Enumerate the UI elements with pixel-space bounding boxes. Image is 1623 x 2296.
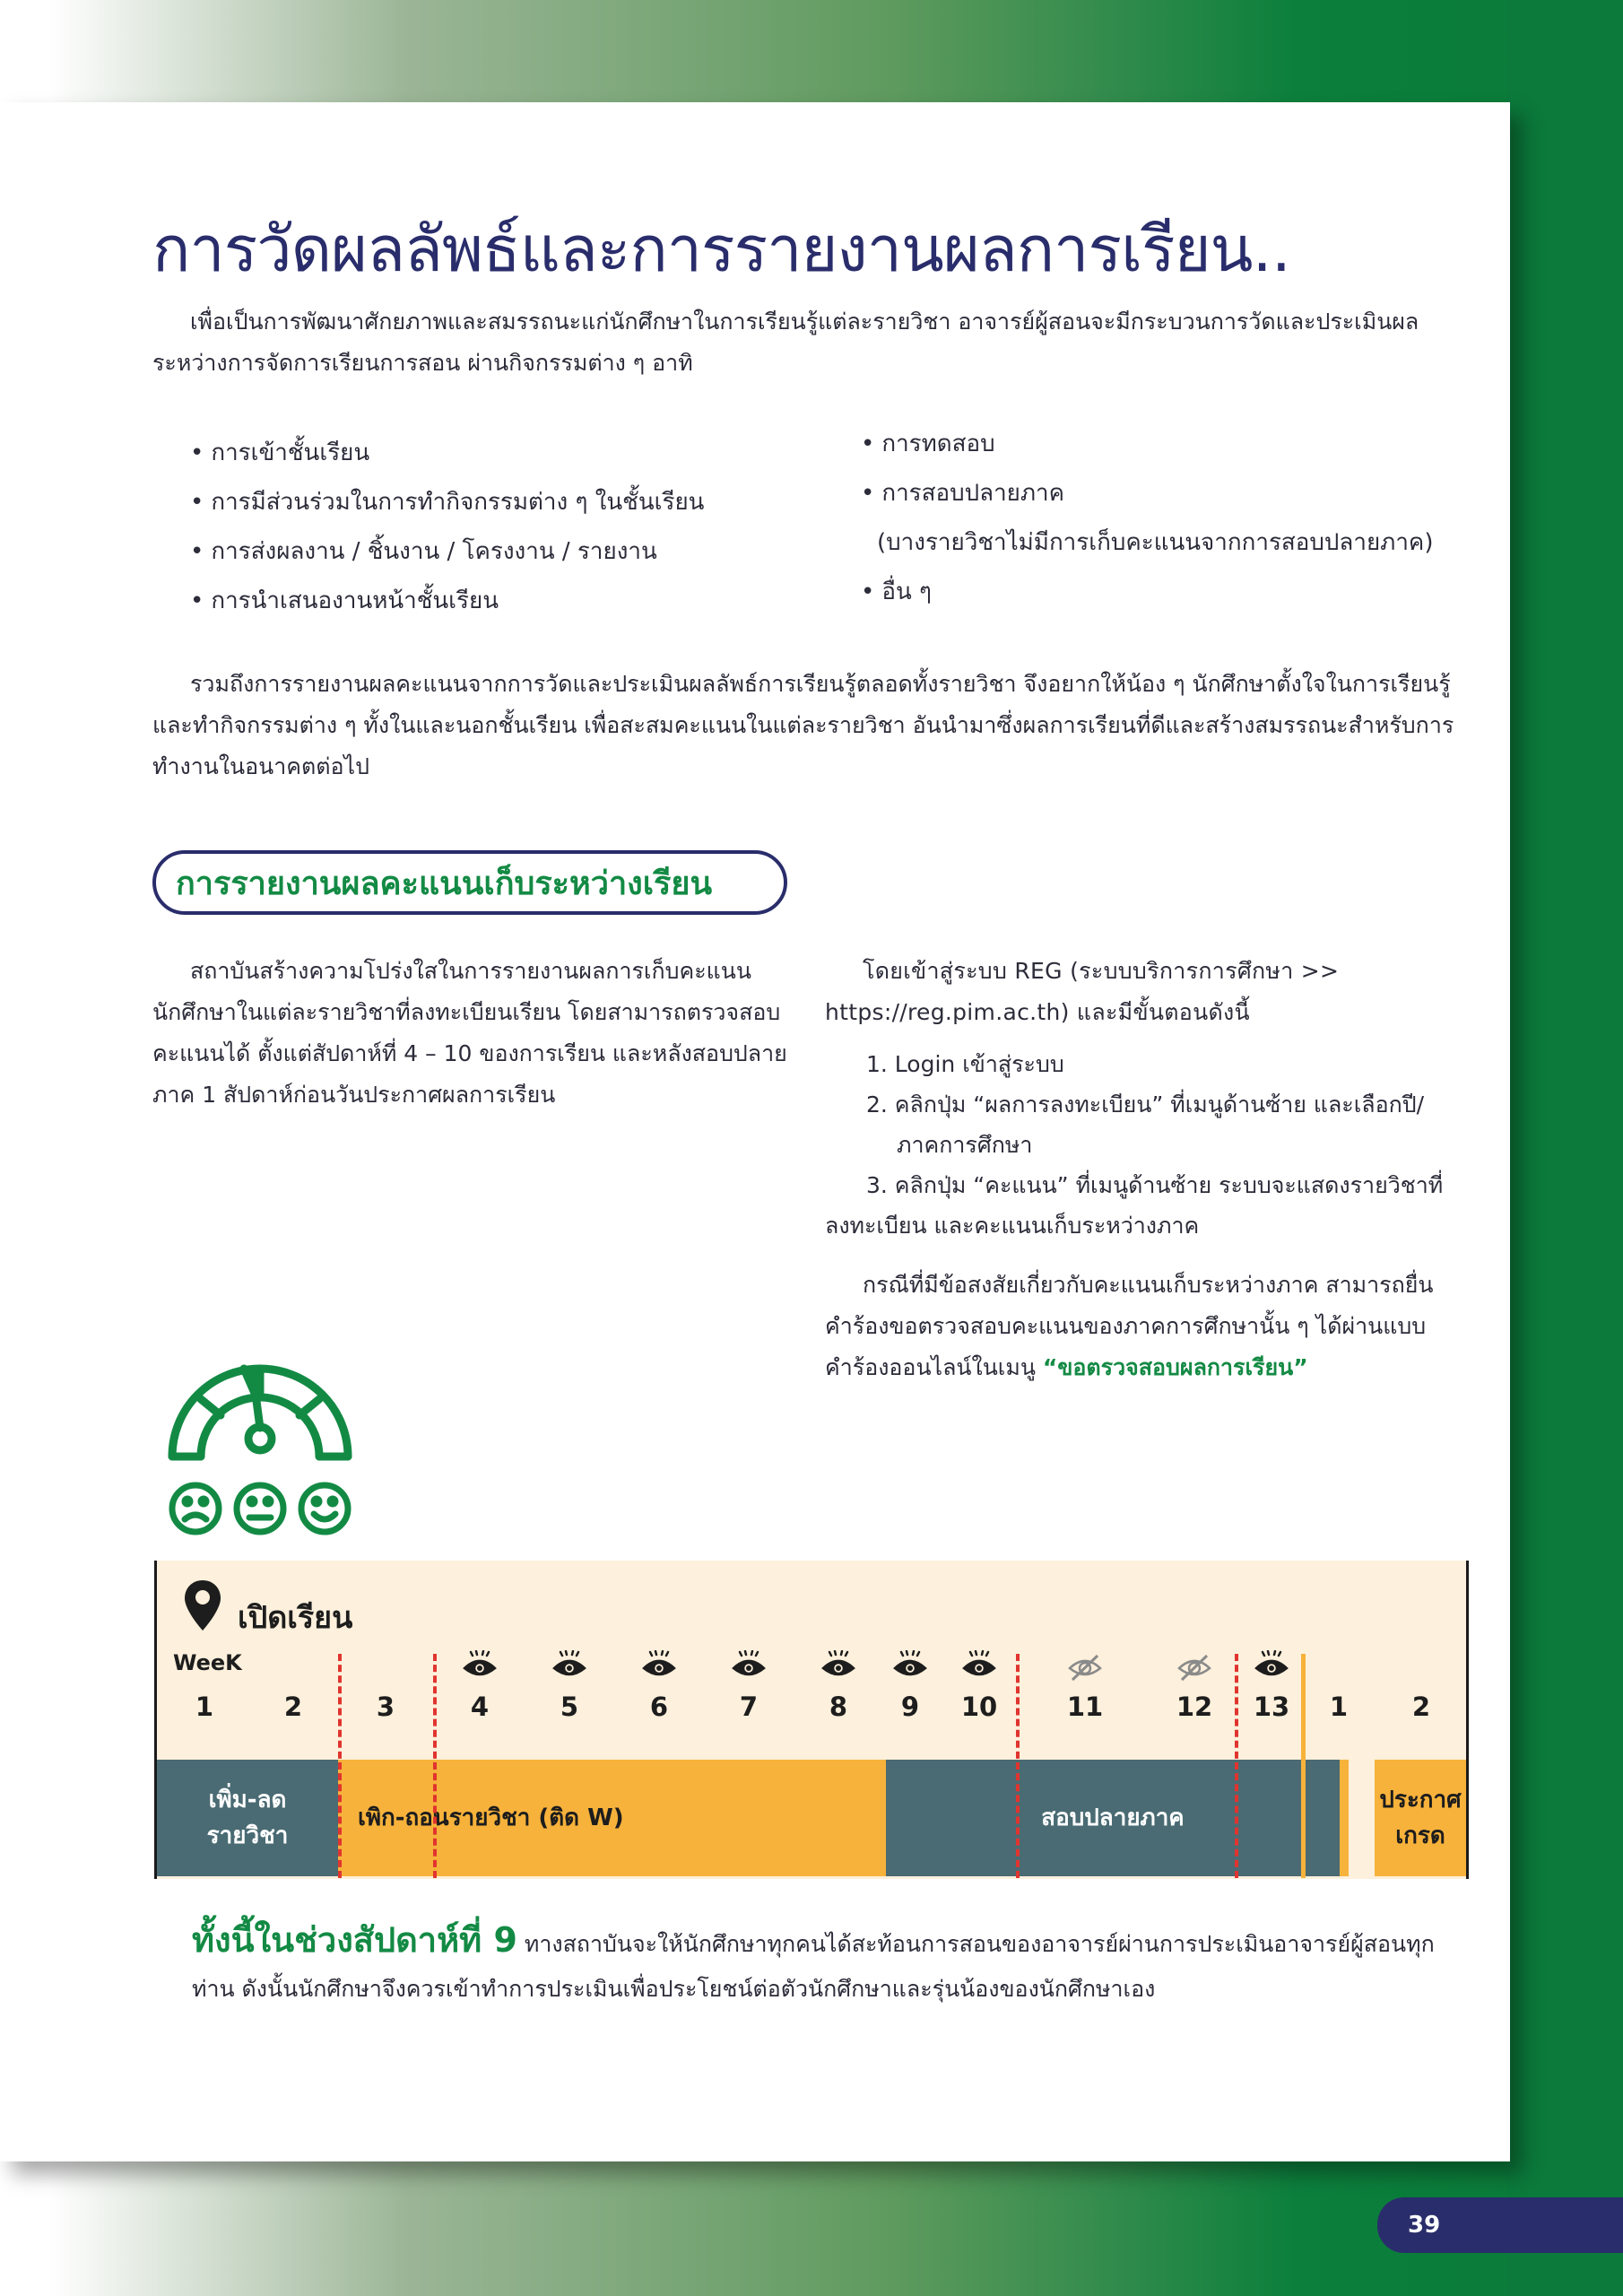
eye-icon xyxy=(641,1650,677,1683)
dashed-marker xyxy=(1235,1654,1238,1878)
page-sheet xyxy=(0,102,1510,2161)
step-item: 2. คลิกปุ่ม “ผลการลงทะเบียน” ที่เมนูด้านซ้าย และเลือกปี/ ภาคการศึกษา xyxy=(866,1091,1425,1158)
activities-list-left xyxy=(190,429,704,626)
eye-icon xyxy=(961,1650,997,1683)
segment-add-drop: เพิ่ม-ลด รายวิชา xyxy=(157,1760,338,1876)
summary-paragraph: รวมถึงการรายงานผลคะแนนจากการวัดและประเมินผลลัพธ์การเรียนรู้ตลอดทั้งรายวิชา จึงอยากให้น้อง ๆ นักศึกษาตั้งใจในการเรียนรู้และทำกิจกรรมต่าง ๆ ทั้งในและนอกชั้นเรียน เพื่อสะสมคะแนนในแต่ละรายวิชา อันนำมาซึ่งผลการเรียนที่ดีและสร้างสมรรถนะสำหรับการทำงานในอนาคตต่อไป xyxy=(152,671,1454,779)
semester-end-line xyxy=(1301,1654,1306,1878)
week-number: 1 xyxy=(1329,1692,1349,1722)
week-number: 7 xyxy=(739,1692,759,1722)
week-label: WeeK xyxy=(173,1650,242,1675)
week-number: 6 xyxy=(649,1692,669,1722)
list-item-note: (บางรายวิชาไม่มีการเก็บคะแนนจากการสอบปลายภาค) xyxy=(877,529,1434,556)
segment-divider xyxy=(1340,1760,1349,1876)
segment-withdraw: เพิก-ถอนรายวิชา (ติด W) xyxy=(338,1760,886,1876)
semester-timeline xyxy=(154,1561,1469,1879)
step-item: 3. คลิกปุ่ม “คะแนน” ที่เมนูด้านซ้าย ระบบจะแสดงรายวิชาที่ลงทะเบียน และคะแนนเก็บระหว่างภาค xyxy=(825,1172,1444,1239)
eye-icon xyxy=(892,1650,928,1683)
gauge-icon xyxy=(161,1356,359,1535)
segment-final-exam: สอบปลายภาค xyxy=(886,1760,1340,1876)
week-number: 4 xyxy=(470,1692,490,1722)
week-number: 10 xyxy=(960,1692,998,1722)
list-item: • อื่น ๆ xyxy=(861,578,932,605)
segment-grade: ประกาศ เกรด xyxy=(1375,1760,1466,1876)
eye-slash-icon xyxy=(1176,1650,1212,1683)
steps-list xyxy=(825,1044,1467,1246)
map-pin-icon xyxy=(182,1578,223,1632)
week-number: 3 xyxy=(376,1692,395,1722)
section-heading: การรายงานผลคะแนนเก็บระหว่างเรียน xyxy=(152,850,787,915)
eye-icon xyxy=(820,1650,856,1683)
eye-icon xyxy=(551,1650,587,1683)
evaluation-note: ทั้งนี้ในช่วงสัปดาห์ที่ 9 ทางสถาบันจะให้นักศึกษาทุกคนได้สะท้อนการสอนของอาจารย์ผ่านการประเมินอาจารย์ผู้สอนทุกท่าน ดังนั้นนักศึกษาจึงควรเข้าทำการประเมินเพื่อประโยชน์ต่อตัวนักศึกษาและรุ่นน้องของนักศึกษาเอง xyxy=(192,1920,1435,2002)
page-title: การวัดผลลัพธ์และการรายงานผลการเรียน.. xyxy=(152,213,1290,286)
eye-icon xyxy=(731,1650,767,1683)
activities-list-right xyxy=(861,420,1433,617)
page-number-badge: 39 xyxy=(1377,2197,1623,2253)
eye-slash-icon xyxy=(1067,1650,1103,1683)
list-item: • การทดสอบ xyxy=(861,430,995,457)
week-number: 13 xyxy=(1253,1692,1290,1722)
week-number: 5 xyxy=(560,1692,579,1722)
week-number: 8 xyxy=(829,1692,848,1722)
timeline-heading: เปิดเรียน xyxy=(238,1600,353,1636)
week-number: 2 xyxy=(283,1692,303,1722)
intro-paragraph: เพื่อเป็นการพัฒนาศักยภาพและสมรรถนะแก่นักศึกษาในการเรียนรู้แต่ละรายวิชา อาจารย์ผู้สอนจะมีกระบวนการวัดและประเมินผล ระหว่างการจัดการเรียนการสอน ผ่านกิจกรรมต่าง ๆ อาทิ xyxy=(152,309,1419,376)
neutral-face-icon xyxy=(237,1485,283,1532)
week-number: 9 xyxy=(900,1692,920,1722)
week-number: 1 xyxy=(195,1692,214,1722)
week-number: 12 xyxy=(1176,1692,1213,1722)
dashed-marker xyxy=(1016,1654,1020,1878)
list-item: • การสอบปลายภาค xyxy=(861,480,1065,507)
list-item: • การนำเสนองานหน้าชั้นเรียน xyxy=(190,587,499,614)
week-number: 2 xyxy=(1411,1692,1431,1722)
right-green-band xyxy=(1506,0,1623,2296)
eye-icon xyxy=(462,1650,498,1683)
inquiry-menu-link[interactable]: “ขอตรวจสอบผลการเรียน” xyxy=(1042,1354,1308,1380)
step-item: 1. Login เข้าสู่ระบบ xyxy=(866,1051,1064,1077)
eye-icon xyxy=(1254,1650,1289,1683)
inquiry-paragraph: กรณีที่มีข้อสงสัยเกี่ยวกับคะแนนเก็บระหว่างภาค สามารถยื่นคำร้องขอตรวจสอบคะแนนของภาคการศึกษานั้น ๆ ได้ผ่านแบบคำร้องออนไลน์ในเมนู “ขอตรวจสอบผลการเรียน” xyxy=(825,1272,1434,1380)
sad-face-icon xyxy=(172,1485,219,1532)
happy-face-icon xyxy=(301,1485,348,1532)
dashed-marker xyxy=(433,1654,437,1878)
reg-intro-paragraph: โดยเข้าสู่ระบบ REG (ระบบบริการการศึกษา >> https://reg.pim.ac.th) และมีขั้นตอนดังนี้ xyxy=(825,958,1340,1025)
score-report-paragraph: สถาบันสร้างความโปร่งใสในการรายงานผลการเก็บคะแนนนักศึกษาในแต่ละรายวิชาที่ลงทะเบียนเรียน โดยสามารถตรวจสอบคะแนนได้ ตั้งแต่สัปดาห์ที่ 4 – 10 ของการเรียน และหลังสอบปลายภาค 1 สัปดาห์ก่อนวันประกาศผลการเรียน xyxy=(152,958,787,1108)
list-item: • การเข้าชั้นเรียน xyxy=(190,439,370,466)
list-item: • การส่งผลงาน / ชิ้นงาน / โครงงาน / รายงาน xyxy=(190,538,657,565)
evaluation-highlight: ทั้งนี้ในช่วงสัปดาห์ที่ 9 xyxy=(192,1920,517,1960)
segment-after-exam xyxy=(1308,1760,1340,1876)
list-item: • การมีส่วนร่วมในการทำกิจกรรมต่าง ๆ ในชั้นเรียน xyxy=(190,489,705,516)
dashed-marker xyxy=(338,1654,342,1878)
week-number: 11 xyxy=(1066,1692,1104,1722)
